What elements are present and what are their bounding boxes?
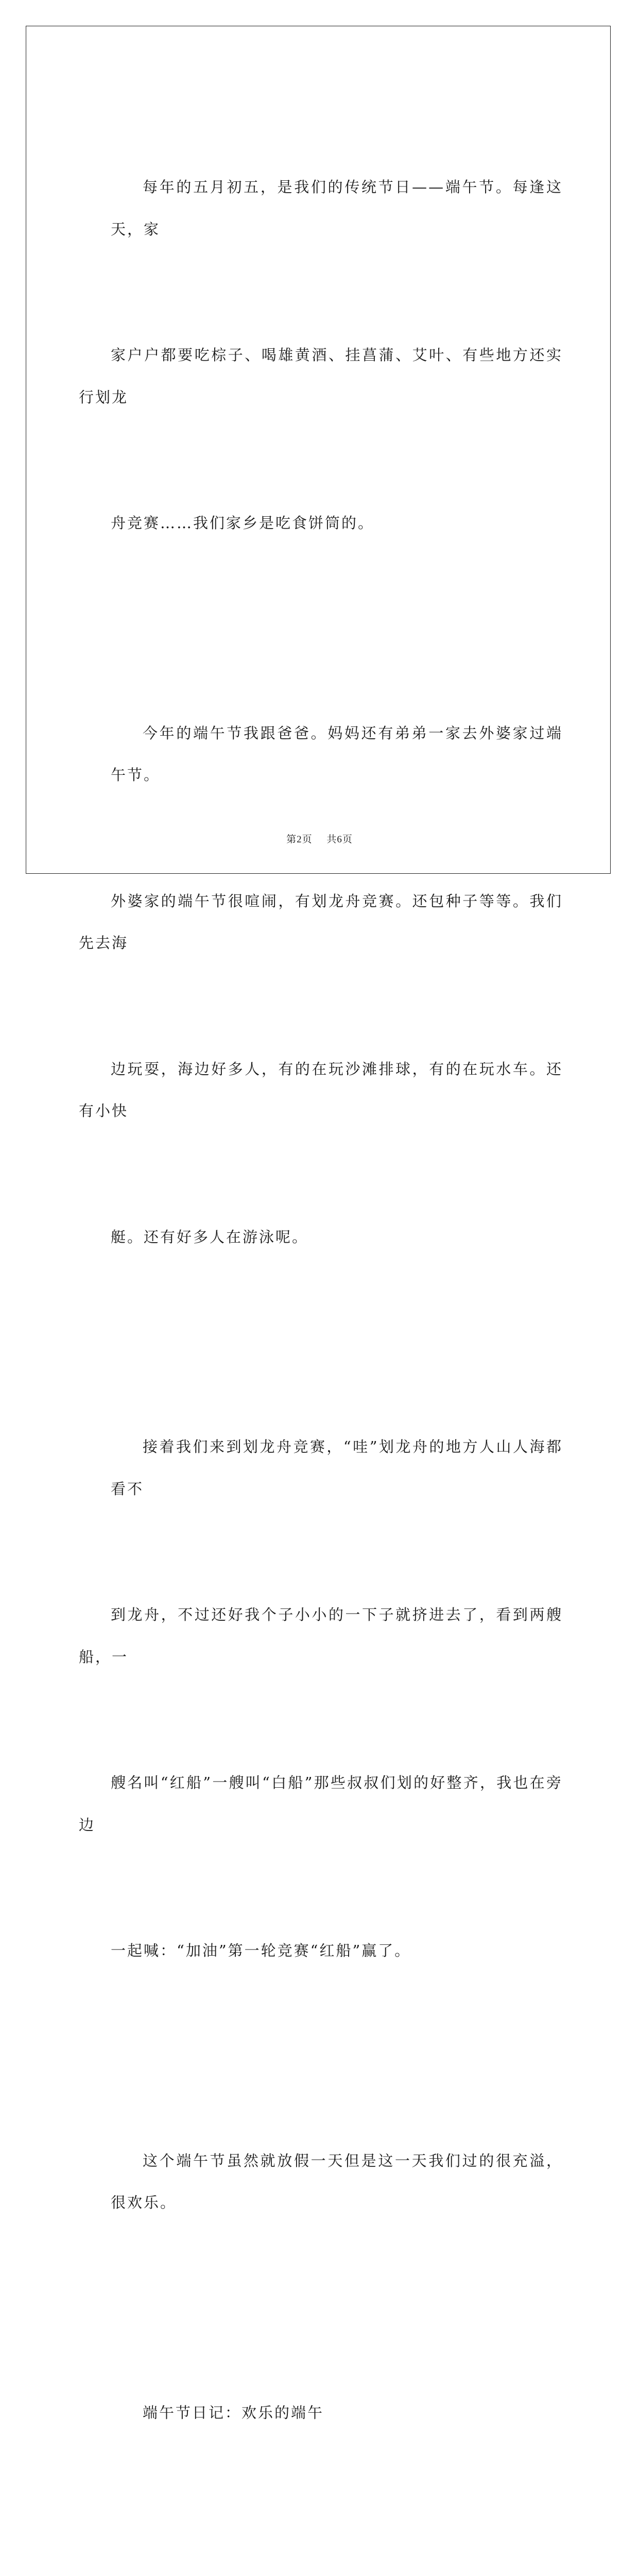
- paragraph-2: [79, 629, 563, 1343]
- text-line: 每年的五月初五，是我们的传统节日——端午节。每逢这天，家: [111, 178, 563, 238]
- page-number-current: 第2页: [286, 834, 313, 845]
- text-line: 端午节日记：欢乐的端午: [143, 2403, 324, 2421]
- text-line: 舟竞赛……我们家乡是吃食饼筒的。: [111, 514, 375, 532]
- paragraph-5: [79, 2518, 563, 2576]
- paragraph-1: [79, 82, 563, 629]
- text-line: 外婆家的端午节很喧闹，有划龙舟竞赛。还包种子等等。我们先去海: [79, 892, 563, 952]
- page-footer: [0, 832, 639, 845]
- paragraph-4: [79, 2056, 563, 2308]
- text-line: 边玩耍，海边好多人，有的在玩沙滩排球，有的在玩水车。还有小快: [79, 1060, 563, 1120]
- text-line: 艘名叫“红船”一艘叫“白船”那些叔叔们划的好整齐，我也在旁边: [79, 1774, 563, 1834]
- text-line: 这个端午节虽然就放假一天但是这一天我们过的很充溢，很欢乐。: [111, 2151, 563, 2211]
- section-heading: [79, 2308, 563, 2518]
- text-line: 今年的端午节我跟爸爸。妈妈还有弟弟一家去外婆家过端午节。: [111, 724, 563, 784]
- document-body: [79, 82, 563, 2576]
- page-number-total: 共6页: [326, 834, 353, 845]
- text-line: 艇。还有好多人在游泳呢。: [111, 1228, 309, 1246]
- text-line: 一起喊：“加油”第一轮竞赛“红船”赢了。: [111, 1942, 411, 1959]
- text-line: 家户户都要吃棕子、喝雄黄酒、挂菖蒲、艾叶、有些地方还实行划龙: [79, 346, 563, 406]
- paragraph-3: [79, 1342, 563, 2056]
- text-line: 到龙舟，不过还好我个子小小的一下子就挤进去了，看到两艘船，一: [79, 1606, 563, 1666]
- text-line: 接着我们来到划龙舟竞赛，“哇”划龙舟的地方人山人海都看不: [111, 1438, 563, 1498]
